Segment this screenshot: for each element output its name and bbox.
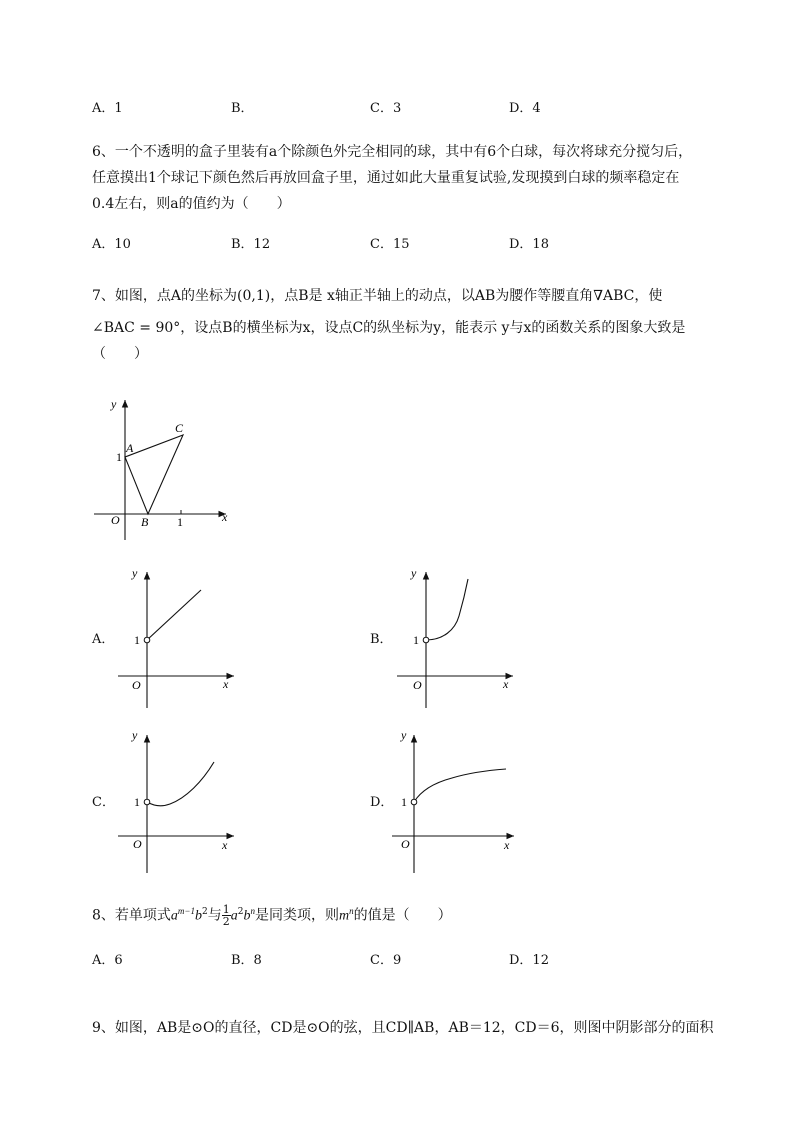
option-b-one-label: 1 [413,633,419,647]
option-c-x-label: x [222,838,228,852]
q7-figure-triangle-abc [125,435,183,514]
q8-end: 的值是（ ） [353,907,452,924]
q7-option-c-graph[interactable] [114,727,244,877]
q6-text-line-2: 任意摸出1个球记下颜色然后再放回盒子里，通过如此大量重复试验,发现摸到白球的频率稳定在 [92,170,680,186]
option-d-x-label: x [504,838,510,852]
q6-option-a[interactable]: A．10 [92,237,131,252]
q8-option-b[interactable]: B．8 [231,953,262,968]
q8-term1-bexp: 2 [202,907,208,917]
q7-figure-origin-label: O [111,513,120,527]
q8-mid: 与 [207,907,222,924]
q8-option-a[interactable]: A．6 [92,953,123,968]
q8-frac-den: 2 [222,915,230,929]
q5-option-b[interactable]: B． [231,101,254,116]
q8-term2-base: a [230,908,238,924]
option-c-curve [147,762,214,806]
q7-option-b-graph[interactable] [393,564,523,712]
option-d-one-label: 1 [401,795,407,809]
q7-figure-point-c-label: C [175,421,184,435]
q5-option-d[interactable]: D．4 [509,101,541,116]
option-b-y-label: y [411,566,417,580]
q7-figure-point-b-label: B [141,515,149,529]
option-d-open-point [411,799,417,805]
q7-option-b[interactable]: B． [370,632,393,647]
option-c-origin-label: O [133,837,142,851]
option-b-curve [426,579,468,640]
option-b-x-label: x [503,677,509,691]
q6-option-d[interactable]: D．18 [509,237,549,252]
option-d-y-label: y [401,728,407,742]
q8-frac-num: 1 [222,903,230,917]
q7-text-line-1: 7、如图，点A的坐标为(0,1)，点B是 x轴正半轴上的动点，以AB为腰作等腰直角∇ABC，使 [92,288,663,304]
option-c-y-label: y [132,728,138,742]
q7-option-c[interactable]: C． [92,795,115,810]
q5-option-c[interactable]: C．3 [370,101,402,116]
q8-term2-exp: 2 [237,907,244,917]
q7-text-line-2: ∠BAC = 90°，设点B的横坐标为x，设点C的纵坐标为y，能表示 y与x的函数关系的图象大致是 [92,320,686,336]
q8-fraction [222,904,231,927]
option-a-y-label: y [132,566,138,580]
q7-figure-x-label: x [222,510,228,524]
q7-option-a-graph[interactable] [114,564,244,712]
q6-option-b[interactable]: B．12 [231,237,271,252]
q7-figure-y-label: y [111,397,117,411]
q8-term1-b: b [195,908,202,924]
option-c-open-point [144,799,150,805]
q8-prefix: 8、若单项式 [92,907,171,924]
q9-text-line-1: 9、如图，AB是⊙O的直径，CD是⊙O的弦，且CD∥AB，AB＝12，CD＝6，则图中阴影部分的面积 [92,1020,714,1036]
q7-figure-x-one-label: 1 [177,515,183,529]
option-b-origin-label: O [413,678,422,692]
q8-m-base: m [338,908,350,924]
q8-option-d[interactable]: D．12 [509,953,549,968]
option-a-one-label: 1 [134,633,140,647]
q8-term1-base: a [170,908,178,924]
q8-term1-exp: m−1 [177,906,195,916]
q8-suffix: 是同类项，则 [254,907,339,924]
option-a-open-point [144,637,150,643]
q7-figure [90,394,240,544]
q8-text-line [92,898,452,930]
q5-option-a[interactable]: A．1 [92,101,123,116]
q6-option-c[interactable]: C．15 [370,237,410,252]
q7-option-d[interactable]: D． [370,795,394,810]
option-b-open-point [423,637,429,643]
option-a-x-label: x [223,677,229,691]
option-d-origin-label: O [401,837,410,851]
q7-option-a[interactable]: A． [92,632,115,647]
q8-term2-b: b [243,908,251,924]
option-a-curve [147,590,201,640]
q7-figure-y-one-label: 1 [116,450,122,464]
q8-term2-bexp: n [250,906,255,916]
q6-text-line-3: 0.4左右，则a的值约为（ ） [92,196,291,212]
q6-text-line-1: 6、一个不透明的盒子里装有a个除颜色外完全相同的球，其中有6个白球，每次将球充分搅匀后， [92,144,693,160]
q7-figure-point-a-label: A [126,441,134,455]
option-d-curve [414,769,506,802]
q8-m-exp: n [349,906,354,916]
option-c-one-label: 1 [134,795,140,809]
q8-option-c[interactable]: C．9 [370,953,402,968]
q7-option-d-graph[interactable] [392,727,522,877]
option-a-origin-label: O [132,678,141,692]
q7-text-line-3: （ ） [92,346,148,362]
